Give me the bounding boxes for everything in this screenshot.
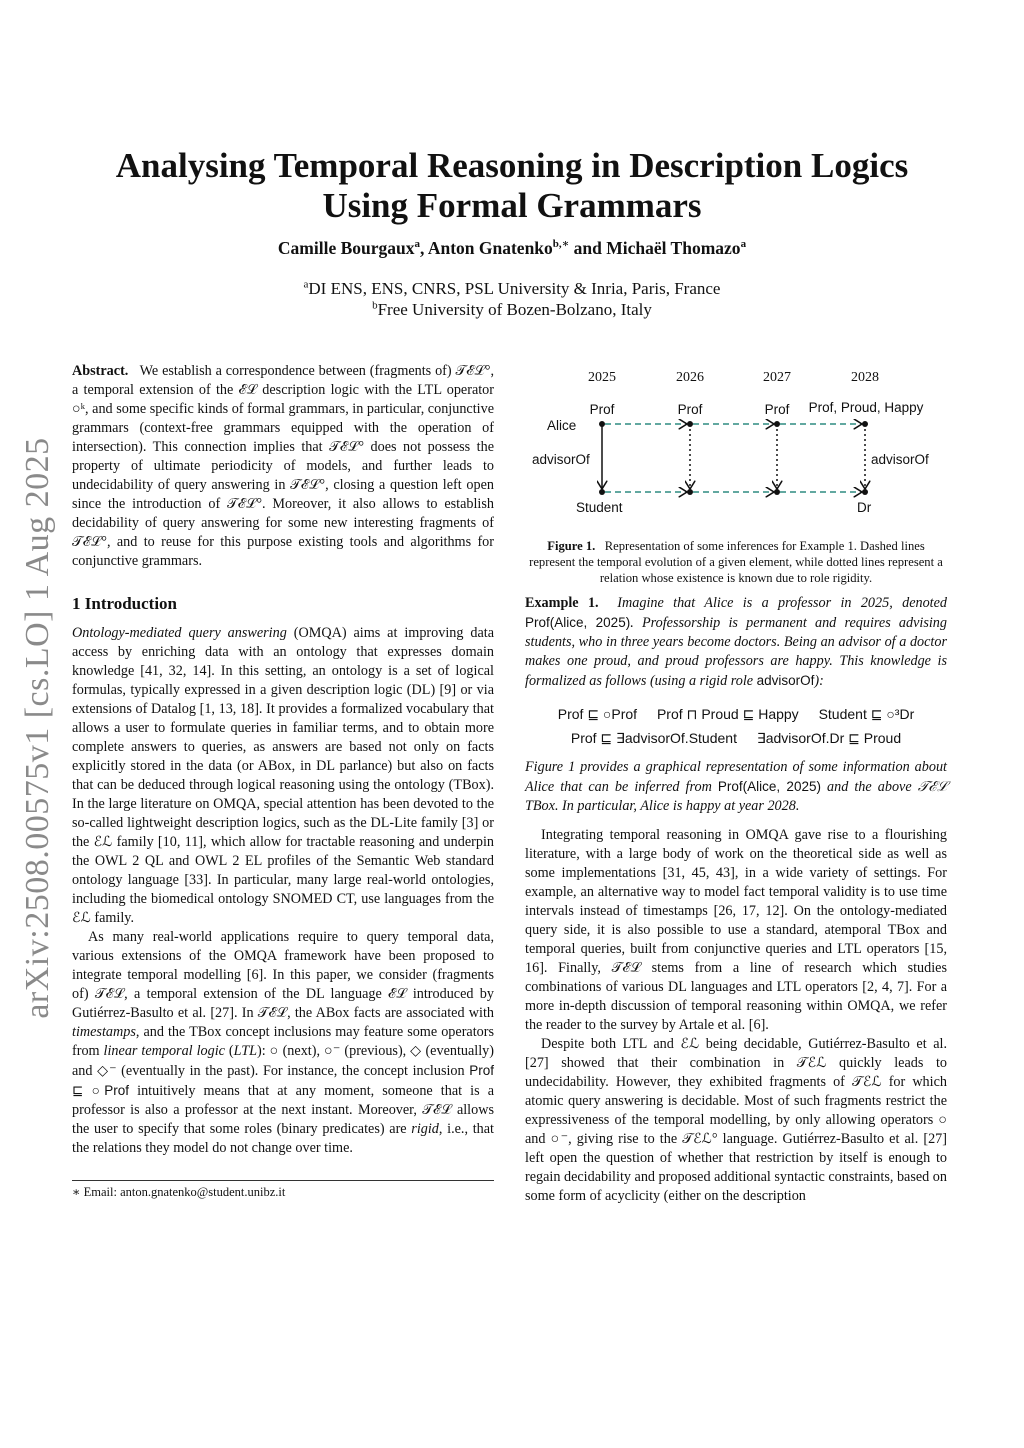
abstract-text: We establish a correspondence between (fragments of) 𝒯ℰℒ°, a temporal extension of the ℰℒ description logic with the LTL operator ○ᵏ, and some specific kinds of formal grammars, in particular, conjunctive grammars (context-free grammars equipped with the operation of intersection). This connection implies that 𝒯ℰℒ° does not possess the property of ultimate periodicity of models, and further leads to undecidability of query answering in 𝒯ℰℒ°, closing a question left open since the introduction of 𝒯ℰℒ°. Moreover, it also allows to establish decidability of query answering for some new interesting fragments of 𝒯ℰℒ°, and to reuse for this purpose existing tools and algorithms for conjunctive grammars. [72,363,494,569]
paragraph: Integrating temporal reasoning in OMQA gave rise to a flourishing literature, with a large body of work on the theoretical side as well as some implementations [31, 45, 43], in a wide variety of settings. For example, an alternative way to model fact temporal validity is to use time intervals instead of timestamps [26, 17, 12]. On the ontology-mediated query side, it is also possible to use a standard, atemporal TBox and temporal queries, built from conjunctive queries and LTL operators [15, 16]. Finally, 𝒯ℰℒ stems from a line of research which studies combinations of various DL languages and LTL operators [2, 4, 7]. For a more in-depth discussion of temporal reasoning within OMQA, we refer the reader to the survey by Artale et al. [6]. [525,827,947,1033]
introduction-body [72,624,494,1158]
node-dot [862,489,868,495]
figure-1 [525,362,947,532]
node-dot [687,489,693,495]
node-label-prof: Prof [764,402,790,417]
node-label-student: Student [576,500,623,515]
paper-title [80,146,944,226]
arxiv-identifier: arXiv:2508.00575v1 [cs.LO] 1 Aug 2025 [19,437,56,1019]
formula-row [525,726,947,750]
formula: Prof ⊓ Proud ⊑ Happy [656,706,799,722]
footnote: ∗ Email: anton.gnatenko@student.unibz.it [72,1185,286,1199]
node-dot [687,421,693,427]
example-label: Example 1. [525,595,599,611]
author-name: Anton Gnatenko [427,238,553,258]
title-line-1: Analysing Temporal Reasoning in Description Logics [115,146,909,185]
node-dot [774,489,780,495]
node-label-alice: Alice [547,418,577,433]
formula: Prof ⊑ ○Prof [557,706,638,722]
node-label-prof: Prof [589,402,615,417]
temporal-diagram [525,362,947,532]
section-heading-introduction: 1 Introduction [72,594,178,613]
abstract [72,362,494,571]
affiliation-b: $^b$Free University of Bozen-Bolzano, Italy [372,299,652,319]
formula: ∃advisorOf.Dr ⊑ Proud [756,730,902,746]
node-label-dr: Dr [857,500,872,515]
figure-caption: Figure 1. Representation of some inferences for Example 1. Dashed lines represent the temporal evolution of a given element, while dotted lines represent a relation whose existence is known due to role rigidity. [529,539,943,585]
title-line-2: Using Formal Grammars [322,186,702,225]
node-dot [862,421,868,427]
footnote-rule [72,1180,494,1181]
author-name: Camille Bourgaux [277,238,415,258]
author-name: Michaël Thomazo [606,238,741,258]
year-label: 2028 [851,370,879,385]
edge-label-advisorof: advisorOf [532,452,590,467]
edge-label-advisorof: advisorOf [871,452,929,467]
formula-row [525,702,947,726]
paragraph: Despite both LTL and ℰℒ being decidable, Gutiérrez-Basulto et al. [27] showed that their combination in 𝒯ℰℒ quickly leads to undecidability. However, they exhibited fragments of 𝒯ℰℒ for which atomic query answering is decidable. Most of such fragments restrict the expressiveness of the temporal modelling, by only allowing operators ○ and ○⁻, giving rise to the 𝒯ℰℒ° language. Gutiérrez-Basulto et al. [27] left open the question of whether that restriction by itself is enough to regain decidability and proposed additional syntactic constraints, based on some form of acyclicity (either on the description [525,1036,947,1204]
paragraph: As many real-world applications require to query temporal data, various extensions of the OMQA framework have been proposed to integrate temporal modelling [6]. In this paper, we consider (fragments of) 𝒯ℰℒ, a temporal extension of the DL language ℰℒ introduced by Gutiérrez-Basulto et al. [27]. In 𝒯ℰℒ, the ABox facts are associated with timestamps, and the TBox concept inclusions may feature some operators from linear temporal logic (LTL): ○ (next), ○⁻ (previous), ◇ (eventually) and ◇⁻ (eventually in the past). For instance, the concept inclusion Prof ⊑ ○Prof intuitively means that at any moment, someone that is a professor is also a professor at the next instant. Moreover, 𝒯ℰℒ allows the user to specify that some roles (binary predicates) are rigid, i.e., that the relations they model do not change over time. [72,929,494,1156]
abstract-label: Abstract. [72,363,129,379]
affiliation-a: $^a$DI ENS, ENS, CNRS, PSL University & Inria, Paris, France [303,278,721,298]
formula: Prof ⊑ ∃advisorOf.Student [570,730,737,746]
right-column-body [525,826,947,1206]
paragraph: Ontology-mediated query answering (OMQA) aims at improving data access by enriching data with an ontology that expresses domain knowledge [41, 32, 14]. In this setting, an ontology is a set of logical formulas, typically expressed in a given description logic (DL) [9] or via extensions of Datalog [1, 13, 18]. It provides a formalized vocabulary that allows a user to formulate queries in familiar terms, and to obtain more complete answers to queries, as answers are based not only on facts explicitly stored in the data (or ABox, in DL parlance) but also on facts that can be deduced through logical reasoning using the ontology (TBox). In the large literature on OMQA, special attention has been devoted to the so-called lightweight description logics, such as the DL-Lite family [3] or the ℰℒ family [10, 11], which allow for tractable reasoning and underpin the OWL 2 QL and OWL 2 EL profiles of the Semantic Web standard ontology language [33]. In particular, many large real-world ontologies, including the biomedical ontology SNOMED CT, use languages from the ℰℒ family. [72,625,495,926]
node-dot [599,421,605,427]
tbox-formulas [525,702,947,750]
node-label-prof: Prof [677,402,703,417]
year-label: 2026 [676,370,704,385]
formula: Student ⊑ ○³Dr [818,706,915,722]
year-label: 2025 [588,370,616,385]
node-dot [599,489,605,495]
author-list: Camille Bourgaux$^a$, Anton Gnatenko$^{b,∗}$ and Michaël Thomazo$^a$ [277,238,747,258]
affiliations [80,278,944,320]
node-dot [774,421,780,427]
example-1: Example 1. Imagine that Alice is a professor in 2025, denoted Prof(Alice, 2025). Professorship is permanent and requires advising students, who in three years become doctors. Being an advisor of a doctor makes one proud, and proud professors are happy. This knowledge is formalized as follows (using a rigid role advisorOf): [525,595,948,689]
example-continuation: Figure 1 provides a graphical representation of some information about Alice that can be inferred from Prof(Alice, 2025) and the above 𝒯ℰℒ TBox. In particular, Alice is happy at year 2028. [525,759,948,814]
node-label-prof-proud-happy: Prof, Proud, Happy [808,400,924,415]
year-label: 2027 [763,370,791,385]
